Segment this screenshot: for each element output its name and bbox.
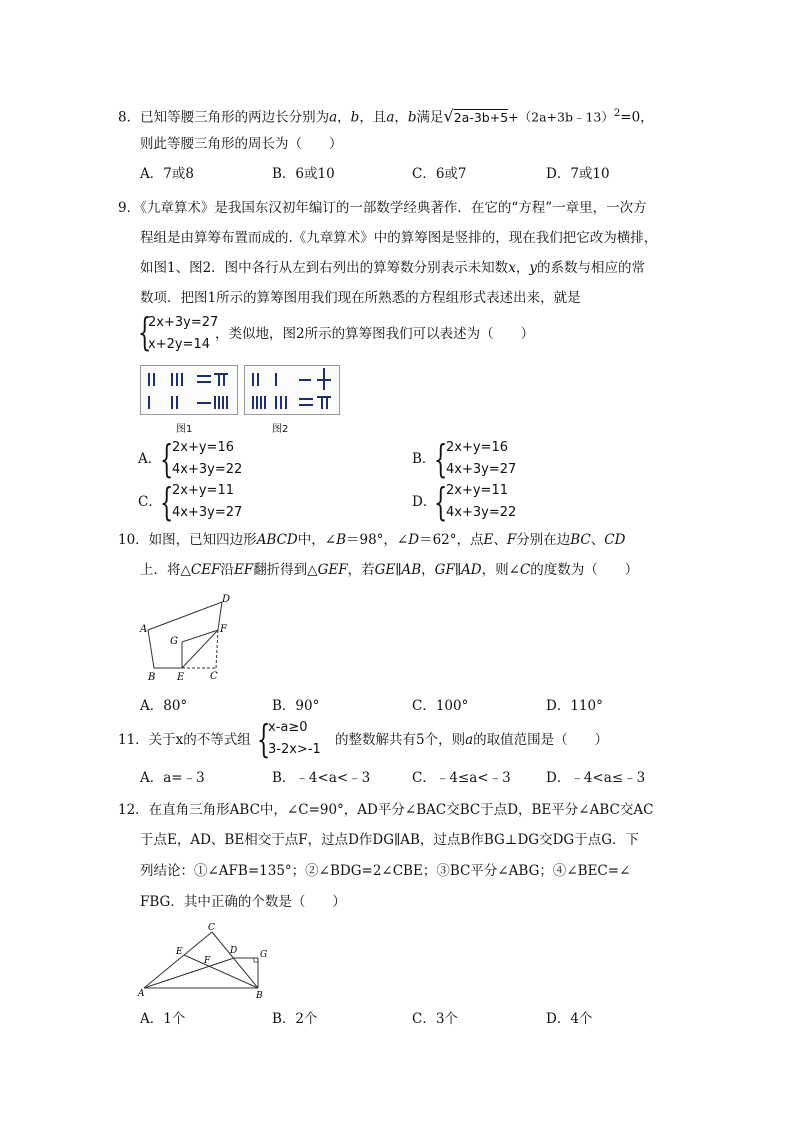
- q10-label-g: G: [170, 636, 178, 647]
- q8-line2: 则此等腰三角形的周长为（ ）: [140, 136, 343, 152]
- q12-label-a: A: [138, 989, 145, 999]
- q10-option-b[interactable]: B．90°: [272, 698, 320, 714]
- q10-label-f: F: [220, 624, 227, 635]
- q10-quadrilateral-figure: [136, 590, 246, 682]
- q12-line2: 于点E，AD、BE相交于点F，过点D作DG∥AB，过点B作BG⊥DG交DG于点G．下: [140, 832, 639, 848]
- q11-lead: 11．关于x的不等式组: [118, 732, 251, 748]
- q9-line5-tail: ，类似地，图2所示的算筹图我们可以表述为（ ）: [215, 326, 535, 342]
- q8-option-c[interactable]: C．6或7: [412, 166, 467, 182]
- q10-quad-outline: [148, 602, 222, 668]
- q9-line1: 9．《九章算术》是我国东汉初年编订的一部数学经典著作．在它的“方程”一章里，一次方: [118, 200, 647, 216]
- q11-option-d[interactable]: D．﹣4<a≤﹣3: [546, 770, 646, 786]
- figure-1-caption: 图1: [176, 424, 193, 435]
- q12-line1: 12．在直角三角形ABC中，∠C=90°，AD平分∠BAC交BC于点D，BE平分∠ABC交AC: [118, 802, 654, 818]
- q12-side-cb: [212, 932, 258, 988]
- q9-option-b[interactable]: B． { 2x+y=16 4x+3y=27: [412, 437, 517, 481]
- q12-option-b[interactable]: B．2个: [272, 1011, 318, 1027]
- q12-line4: FBG．其中正确的个数是（ ）: [140, 894, 346, 910]
- figure-2-counting-rods: [244, 365, 340, 415]
- q12-label-b: B: [256, 991, 263, 1000]
- q12-label-c: C: [208, 923, 215, 933]
- q11-option-a[interactable]: A．a=﹣3: [140, 770, 205, 786]
- q8-radicand: 2a-3b+5: [453, 109, 509, 125]
- left-brace-icon: {: [257, 717, 271, 761]
- q10-label-a: A: [140, 624, 148, 635]
- q12-option-d[interactable]: D．4个: [546, 1011, 593, 1027]
- figure-1-counting-rods: [140, 365, 238, 415]
- q10-option-a[interactable]: A．80°: [140, 698, 188, 714]
- q12-line3: 列结论：①∠AFB=135°；②∠BDG=2∠CBE；③BC平分∠ABG；④∠BEC=∠: [140, 863, 631, 879]
- q12-side-ac: [144, 932, 212, 988]
- q9-option-d[interactable]: D． { 2x+y=11 4x+3y=22: [412, 480, 517, 524]
- left-brace-icon: {: [160, 480, 174, 524]
- q12-label-f: F: [204, 956, 211, 966]
- q8-option-a[interactable]: A．7或8: [140, 166, 194, 182]
- sqrt-sign: √: [443, 106, 454, 126]
- figure-2-caption: 图2: [272, 424, 289, 435]
- left-brace-icon: {: [434, 437, 448, 481]
- q12-segment-be: [184, 955, 258, 988]
- q9-option-c[interactable]: C． { 2x+y=11 4x+3y=27: [138, 480, 243, 524]
- q10-option-d[interactable]: D．110°: [546, 698, 603, 714]
- q12-triangle-figure: [136, 920, 276, 1000]
- q12-option-c[interactable]: C．3个: [412, 1011, 458, 1027]
- q8-line1: 8．已知等腰三角形的两边长分别为a，b，且a，b满足√2a-3b+5+（2a+3b﹣13）$^2$=0，: [118, 106, 654, 126]
- q8-option-d[interactable]: D．7或10: [546, 166, 610, 182]
- q12-label-d: D: [230, 946, 238, 956]
- q12-option-a[interactable]: A．1个: [140, 1011, 186, 1027]
- left-brace-icon: {: [434, 480, 448, 524]
- q11-option-c[interactable]: C．﹣4≤a<﹣3: [412, 770, 511, 786]
- q9-option-a[interactable]: A． { 2x+y=16 4x+3y=22: [138, 437, 243, 481]
- q12-label-g: G: [260, 950, 268, 960]
- q12-label-e: E: [176, 947, 183, 957]
- q11-tail: 的整数解共有5个，则a的取值范围是（ ）: [335, 732, 609, 748]
- q9-line2: 程组是由算筹布置而成的.《九章算术》中的算筹图是竖排的，现在我们把它改为横排，: [140, 230, 658, 246]
- q9-line3: 如图1、图2．图中各行从左到右列出的算筹数分别表示未知数x，y的系数与相应的常: [140, 260, 645, 276]
- q10-label-d: D: [222, 594, 231, 605]
- q11-option-b[interactable]: B．﹣4<a<﹣3: [272, 770, 371, 786]
- q10-label-e: E: [177, 672, 185, 682]
- q10-label-b: B: [148, 672, 156, 682]
- q10-side-fc-dashed: [216, 630, 218, 668]
- q10-option-c[interactable]: C．100°: [412, 698, 469, 714]
- q10-line2: 上．将△CEF沿EF翻折得到△GEF，若GE∥AB，GF∥AD，则∠C的度数为（ ）: [140, 562, 639, 578]
- q12-right-angle-mark: [254, 958, 258, 962]
- q12-segment-ad: [144, 958, 234, 988]
- q10-label-c: C: [210, 671, 218, 682]
- q9-line4: 数项．把图1所示的算筹图用我们现在所熟悉的方程组形式表述出来，就是: [140, 290, 581, 306]
- left-brace-icon: {: [138, 310, 152, 354]
- q10-line1: 10．如图，已知四边形ABCD中，∠B＝98°，∠D＝62°，点E、F分别在边BC、CD: [118, 532, 626, 548]
- q8-option-b[interactable]: B．6或10: [272, 166, 335, 182]
- left-brace-icon: {: [160, 437, 174, 481]
